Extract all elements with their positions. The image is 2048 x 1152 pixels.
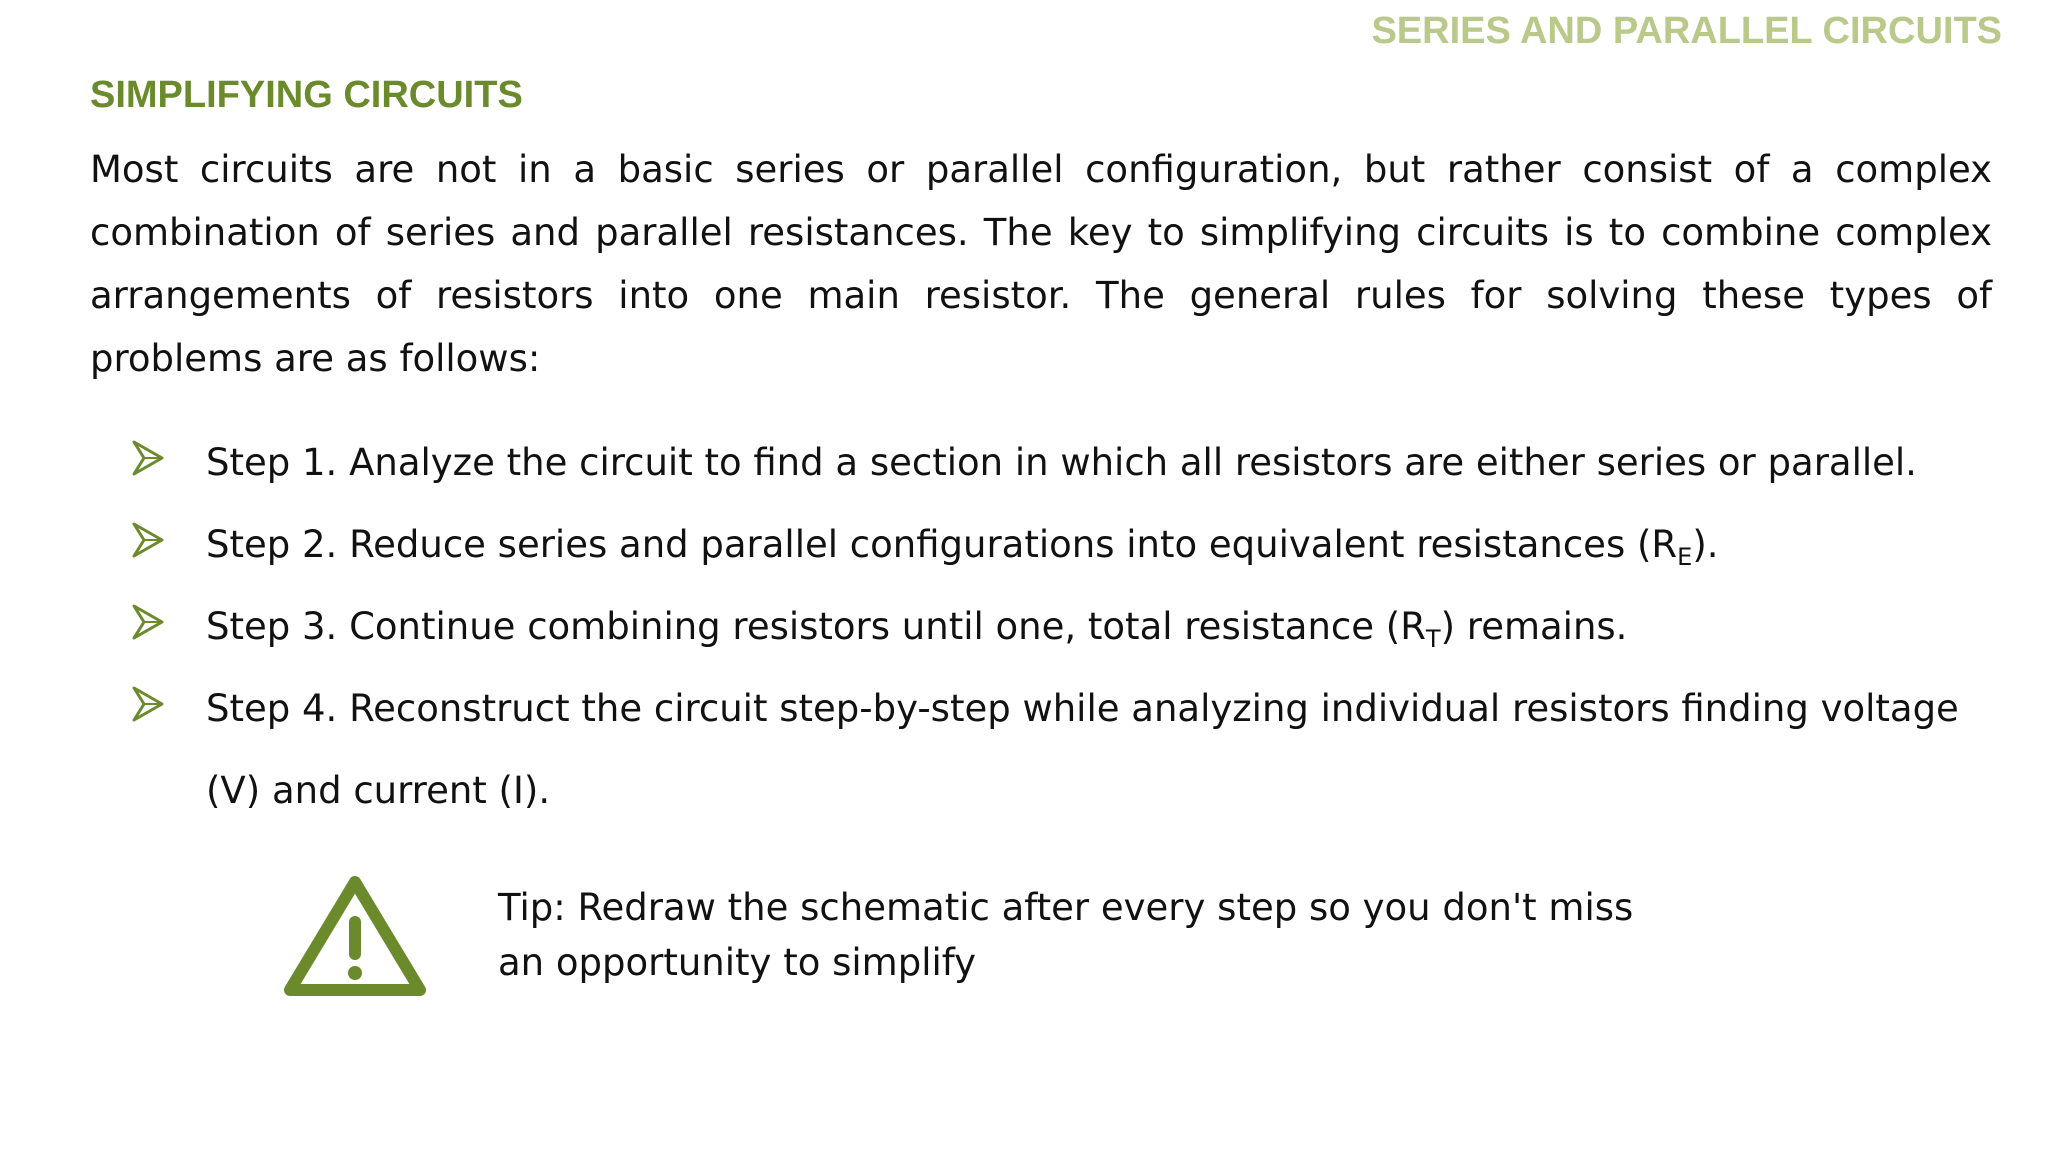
warning-icon <box>280 872 430 1002</box>
tip-line-1: Tip: Redraw the schematic after every step so you don't miss <box>498 886 1634 929</box>
step-text: Step 3. Continue combining resistors until one, total resistance (R <box>206 605 1426 648</box>
subscript: E <box>1677 543 1693 571</box>
tip-box <box>280 872 1634 1002</box>
step-text: Step 2. Reduce series and parallel configurations into equivalent resistances (R <box>206 523 1678 566</box>
step-text-end: ). <box>1692 523 1719 566</box>
header-title: SERIES AND PARALLEL CIRCUITS <box>1371 10 2002 52</box>
intro-paragraph: Most circuits are not in a basic series or parallel configuration, but rather consist of a complex combination of series and parallel resistances. The key to simplifying circuits is to combine complex arrangements of resistors into one main resistor. The general rules for solving these types of problems are as follows: <box>90 148 1992 380</box>
step-item-3 <box>90 586 1992 668</box>
arrow-bullet-icon <box>132 684 164 724</box>
subscript: T <box>1425 625 1441 653</box>
step-text-end: ) remains. <box>1440 605 1628 648</box>
tip-text <box>498 880 1698 990</box>
arrow-bullet-icon <box>132 438 164 478</box>
tip-line-2: an opportunity to simplify <box>498 941 977 984</box>
step-item-4 <box>90 668 1992 832</box>
step-text: Step 1. Analyze the circuit to find a section in which all resistors are either series or parallel. <box>206 441 1917 484</box>
steps-list <box>90 422 1992 832</box>
section-title: SIMPLIFYING CIRCUITS <box>90 74 523 116</box>
arrow-bullet-icon <box>132 520 164 560</box>
arrow-bullet-icon <box>132 602 164 642</box>
step-text: Step 4. Reconstruct the circuit step-by-step while analyzing individual resistors finding voltage (V) and current (I). <box>206 687 1959 812</box>
step-item-1 <box>90 422 1992 504</box>
step-item-2 <box>90 504 1992 586</box>
